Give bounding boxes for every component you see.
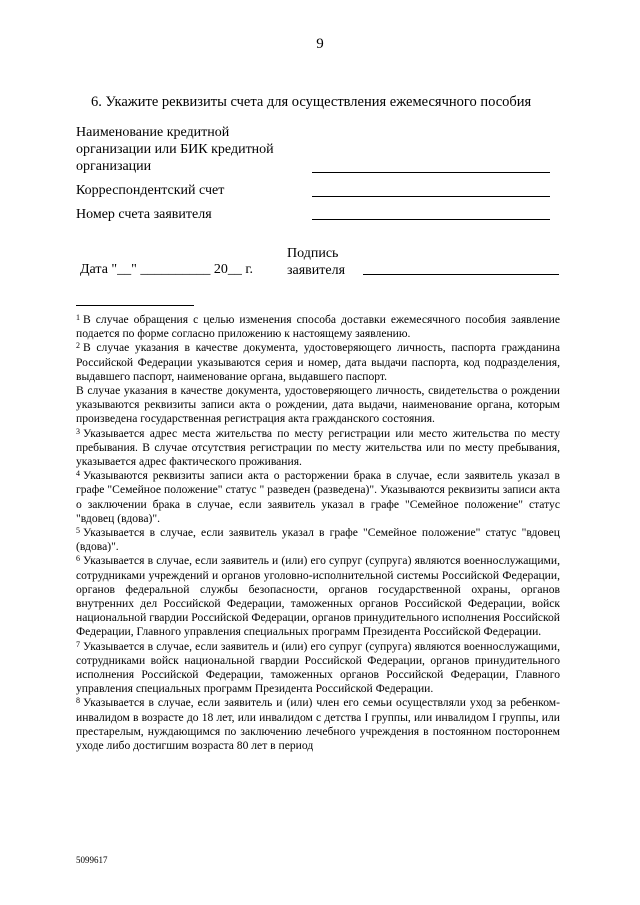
bank-name-label-line: Наименование кредитной: [76, 125, 230, 140]
footnote-text: В случае указания в качестве документа, удостоверяющего личность, свидетельства о рождении указываются реквизиты записи акта о рождении, дата выдачи, наименование органа, которым произведена государственная регистрация акта гражданского состояния.: [76, 384, 560, 426]
footnote-number: 6: [76, 554, 80, 564]
footnote: [76, 526, 560, 554]
footnote-number: 1: [76, 313, 80, 322]
footnote-text: Указываются реквизиты записи акта о расторжении брака в случае, если заявитель указал в графе "Семейное положение" статус " разведен (разведена)". Указываются реквизиты записи акта о заключении брака в случае, если заявитель указал в графе "Семейное положение" статус "вдовец (вдова)".: [76, 469, 560, 525]
footnote: [76, 313, 560, 341]
footnote-text: В случае указания в качестве документа, удостоверяющего личность, паспорта гражданина Российской Федерации указываются серия и номер, дата выдачи паспорта, код подразделения, выдавшего паспорт, наименование органа, выдавшего паспорт.: [76, 341, 560, 383]
signature-label-line: Подпись: [287, 246, 339, 261]
footnote-text: Указывается в случае, если заявитель указал в графе "Семейное положение" статус "вдовец (вдова)".: [76, 526, 560, 554]
footnote-number: 8: [76, 696, 80, 706]
account-number-label: Номер счета заявителя: [76, 207, 212, 222]
footnote-number: 7: [76, 639, 80, 649]
footnote-text: Указывается в случае, если заявитель и (или) его супруг (супруга) являются военнослужащими, сотрудниками войск национальной гвардии Российской Федерации, органов принудительного исполнения Российской Федерации, таможенных органов Российской Федерации, Главного управления специальных программ Президента Российской Федерации.: [76, 639, 560, 696]
signature-field[interactable]: [363, 274, 559, 275]
footnote: [76, 696, 560, 753]
corr-account-label: Корреспондентский счет: [76, 183, 225, 198]
footnote: [76, 341, 560, 384]
footnote: [76, 427, 560, 470]
signature-label-line: заявителя: [287, 263, 346, 278]
footnote: [76, 640, 560, 697]
bank-name-label: [76, 124, 274, 175]
footnote: [76, 554, 560, 639]
signature-label: [287, 245, 345, 279]
footnote-number: 2: [76, 341, 80, 351]
footnote-number: 3: [76, 426, 80, 436]
footnote-number: 4: [76, 469, 80, 479]
footnotes: [76, 313, 560, 753]
date-field[interactable]: Дата "__" __________ 20__ г.: [80, 262, 253, 277]
footnote: [76, 384, 560, 427]
footnote-text: Указывается в случае, если заявитель и (или) его супруг (супруга) являются военнослужащими, сотрудниками учреждений и органов уголовно-исполнительной системы Российской Федерации, органов федеральной службы безопасности, органов государственной охраны, органов внутренних дел Российской Федерации, таможенных органов Российской Федерации, войск национальной гвардии Российской Федерации, органов принудительного исполнения Российской Федерации, Главного управления специальных программ Президента Российской Федерации.: [76, 554, 560, 639]
bank-name-label-line: организации: [76, 159, 152, 174]
footnote-text: Указывается адрес места жительства по месту регистрации или место жительства по месту пребывания. В случае отсутствия регистрации по месту жительства или по месту пребывания, указывается адрес фактического проживания.: [76, 426, 560, 469]
footnote-text: В случае обращения с целью изменения способа доставки ежемесячного пособия заявление подается по форме согласно приложению к настоящему заявлению.: [76, 313, 560, 341]
account-number-field[interactable]: [312, 219, 550, 220]
footnote-number: 5: [76, 526, 80, 536]
footnote: [76, 469, 560, 526]
section-title: 6. Укажите реквизиты счета для осуществления ежемесячного пособия: [91, 94, 532, 110]
document-code: 5099617: [76, 855, 108, 865]
footnote-separator: [76, 305, 194, 306]
footnote-text: Указывается в случае, если заявитель и (или) член его семьи осуществляли уход за ребенком-инвалидом в возрасте до 18 лет, или инвалидом с детства I группы, или инвалидом I группы, или престарелым, нуждающимся по заключению лечебного учреждения в постоянном постороннем уходе либо достигшим возраста 80 лет в период: [76, 696, 560, 753]
bank-name-label-line: организации или БИК кредитной: [76, 142, 274, 157]
corr-account-field[interactable]: [312, 196, 550, 197]
page-number: 9: [316, 36, 324, 52]
bank-name-field[interactable]: [312, 172, 550, 173]
